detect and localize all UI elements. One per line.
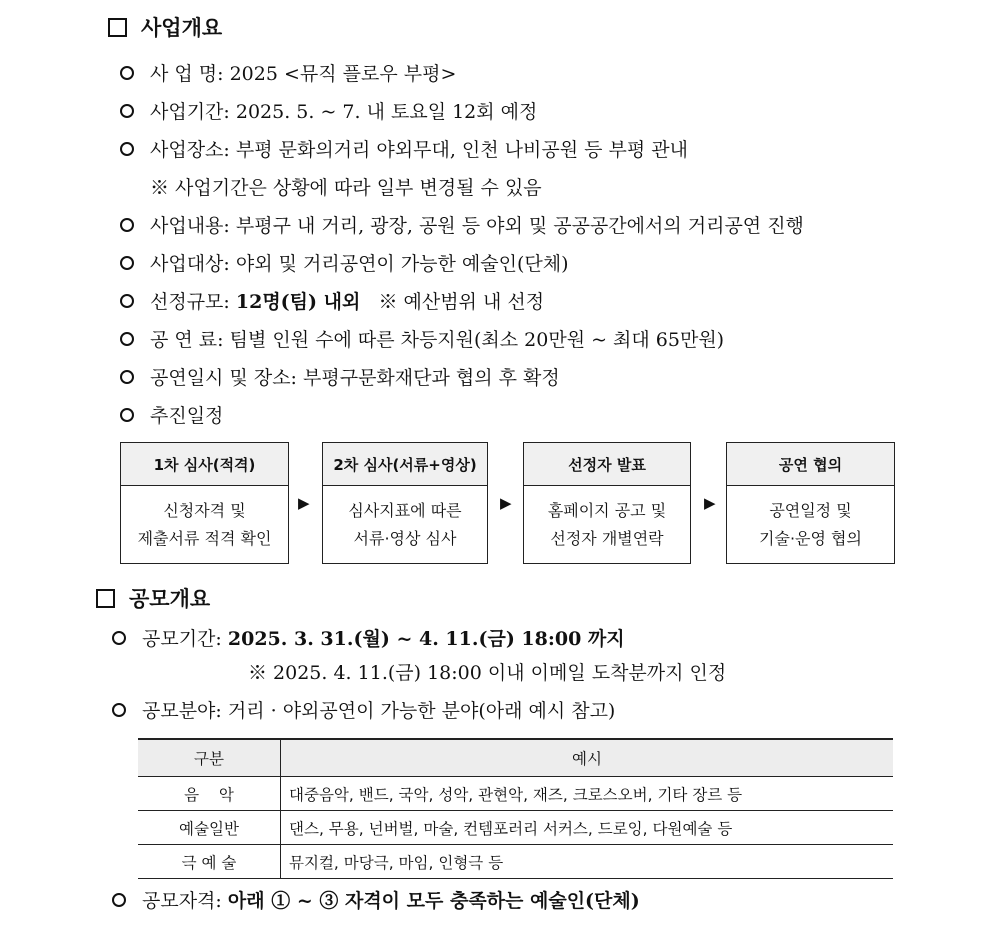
table-cell: 예술일반 [138, 811, 281, 845]
list-item [120, 287, 544, 314]
item-label: 사 업 명: [150, 63, 224, 85]
flow-step-line: 서류·영상 심사 [353, 529, 457, 548]
flow-step-body [727, 486, 894, 564]
item-label: 사업대상: [150, 253, 230, 275]
circle-bullet-icon [120, 256, 134, 270]
item-text: 거리 · 야외공연이 가능한 분야(아래 예시 참고) [227, 700, 616, 722]
arrow-right-icon: ▶ [500, 494, 512, 512]
note-text: ※ 사업기간은 상황에 따라 일부 변경될 수 있음 [150, 177, 542, 199]
circle-bullet-icon [112, 631, 126, 645]
checkbox-square-icon [96, 589, 115, 608]
table-header-cell: 구분 [138, 739, 281, 777]
item-text: ※ 예산범위 내 선정 [378, 291, 545, 313]
flow-step-2 [322, 442, 488, 564]
item-label: 사업내용: [150, 215, 230, 237]
item-bold: 12명(팀) 내외 [235, 291, 361, 313]
list-item [120, 97, 537, 124]
item-label: 공 연 료: [150, 329, 224, 351]
table-cell: 극 예 술 [138, 845, 281, 879]
list-item [120, 135, 688, 162]
table-row [138, 777, 893, 811]
note-line [150, 173, 542, 200]
arrow-right-icon: ▶ [298, 494, 310, 512]
item-label: 공모기간: [142, 628, 222, 650]
flow-step-3 [523, 442, 691, 564]
item-text: 부평 문화의거리 야외무대, 인천 나비공원 등 부평 관내 [235, 139, 688, 161]
section-heading-overview [108, 12, 222, 42]
flow-step-title: 선정자 발표 [524, 443, 690, 486]
table-cell: 댄스, 무용, 넌버벌, 마술, 컨템포러리 서커스, 드로잉, 다원예술 등 [281, 811, 894, 845]
table-cell: 음 악 [138, 777, 281, 811]
checkbox-square-icon [108, 18, 127, 37]
item-text: 2025 <뮤직 플로우 부평> [229, 63, 457, 85]
flow-step-title: 공연 협의 [727, 443, 894, 486]
circle-bullet-icon [120, 370, 134, 384]
list-item [120, 211, 804, 238]
list-item [112, 886, 640, 913]
list-item [120, 401, 223, 428]
flow-step-body [323, 486, 487, 564]
circle-bullet-icon [120, 66, 134, 80]
flow-step-line: 제출서류 적격 확인 [137, 529, 272, 548]
item-text: 야외 및 거리공연이 가능한 예술인(단체) [235, 253, 569, 275]
item-text: 부평구문화재단과 협의 후 확정 [303, 367, 560, 389]
item-text: 부평구 내 거리, 광장, 공원 등 야외 및 공공공간에서의 거리공연 진행 [235, 215, 804, 237]
circle-bullet-icon [120, 294, 134, 308]
list-item [120, 59, 456, 86]
flow-step-line: 심사지표에 따른 [348, 501, 462, 520]
item-text: 2025. 5. ~ 7. 내 토요일 12회 예정 [235, 101, 538, 123]
section-title: 공모개요 [129, 587, 211, 611]
circle-bullet-icon [120, 332, 134, 346]
flow-step-title: 2차 심사(서류+영상) [323, 443, 487, 486]
note-text: ※ 2025. 4. 11.(금) 18:00 이내 이메일 도착분까지 인정 [248, 662, 727, 684]
flow-step-body [121, 486, 288, 564]
flow-step-line: 기술·운영 협의 [759, 529, 862, 548]
item-label: 공연일시 및 장소: [150, 367, 297, 389]
item-label: 사업장소: [150, 139, 230, 161]
example-table [138, 738, 893, 879]
list-item [112, 696, 615, 723]
item-label: 선정규모: [150, 291, 230, 313]
table-cell: 뮤지컬, 마당극, 마임, 인형극 등 [281, 845, 894, 879]
arrow-right-icon: ▶ [704, 494, 716, 512]
circle-bullet-icon [120, 104, 134, 118]
circle-bullet-icon [120, 408, 134, 422]
table-row [138, 811, 893, 845]
flow-step-4 [726, 442, 895, 564]
section-title: 사업개요 [141, 16, 223, 40]
circle-bullet-icon [120, 142, 134, 156]
flow-step-line: 공연일정 및 [769, 501, 852, 520]
flow-step-line: 홈페이지 공고 및 [547, 501, 667, 520]
table-header-cell: 예시 [281, 739, 894, 777]
table-header-row [138, 739, 893, 777]
list-item [120, 249, 569, 276]
flow-step-title: 1차 심사(적격) [121, 443, 288, 486]
circle-bullet-icon [112, 893, 126, 907]
item-bold: 2025. 3. 31.(월) ~ 4. 11.(금) 18:00 까지 [227, 628, 625, 650]
item-label: 추진일정 [150, 405, 224, 427]
note-line [248, 658, 726, 685]
item-label: 사업기간: [150, 101, 230, 123]
list-item [120, 363, 560, 390]
section-heading-recruitment [96, 583, 210, 613]
item-bold: 아래 ① ~ ③ 자격이 모두 충족하는 예술인(단체) [227, 890, 640, 912]
table-cell: 대중음악, 밴드, 국악, 성악, 관현악, 재즈, 크로스오버, 기타 장르 등 [281, 777, 894, 811]
circle-bullet-icon [120, 218, 134, 232]
flow-step-line: 신청자격 및 [163, 501, 246, 520]
flow-step-line: 선정자 개별연락 [550, 529, 664, 548]
item-label: 공모분야: [142, 700, 222, 722]
list-item [120, 325, 724, 352]
item-label: 공모자격: [142, 890, 222, 912]
circle-bullet-icon [112, 703, 126, 717]
flow-step-body [524, 486, 690, 564]
flow-step-1 [120, 442, 289, 564]
table-row [138, 845, 893, 879]
item-text: 팀별 인원 수에 따른 차등지원(최소 20만원 ~ 최대 65만원) [229, 329, 725, 351]
list-item [112, 624, 625, 651]
